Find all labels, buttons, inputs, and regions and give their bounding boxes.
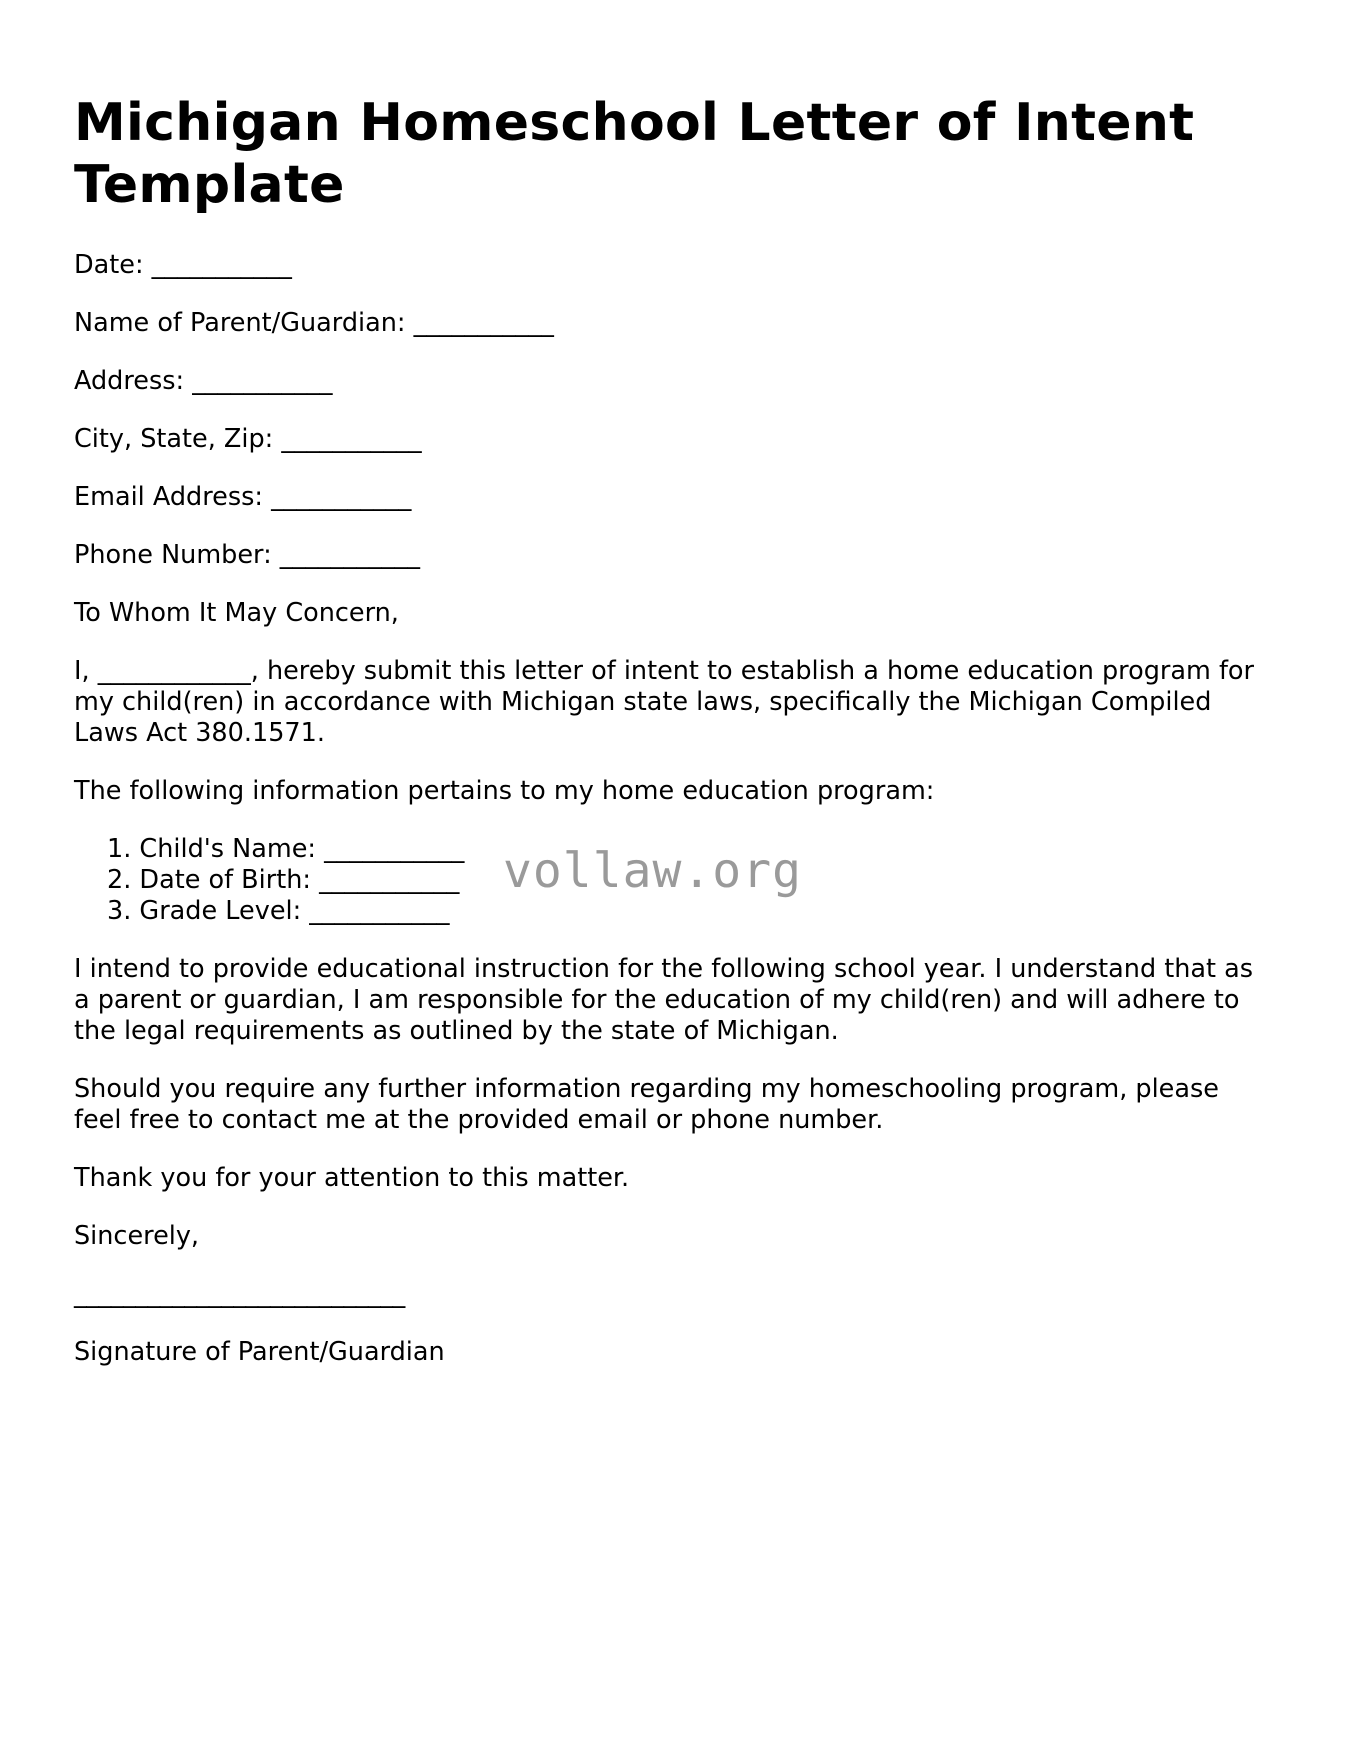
- phone-field: Phone Number: ___________: [74, 540, 421, 570]
- contact-paragraph: Should you require any further information regarding my homeschooling program, please feel free to contact me at the provided email or phone number.: [74, 1074, 1219, 1135]
- address-field: Address: ___________: [74, 366, 333, 396]
- parent-name-field: Name of Parent/Guardian: ___________: [74, 308, 554, 338]
- date-field: Date: ___________: [74, 250, 292, 280]
- email-field: Email Address: ___________: [74, 482, 412, 512]
- intro-paragraph: I, ____________, hereby submit this letter of intent to establish a home education program for my child(ren) in accordance with Michigan state laws, specifically the Michigan Compiled Laws Act 380.1571.: [74, 656, 1255, 748]
- letter-document: [74, 92, 1274, 1395]
- list-item-child-name: 1. Child's Name: ___________: [107, 834, 465, 864]
- closing-line: Sincerely,: [74, 1221, 200, 1251]
- list-item-grade-level: 3. Grade Level: ___________: [107, 896, 450, 926]
- signature-label: Signature of Parent/Guardian: [74, 1337, 445, 1367]
- watermark: vollaw.org: [503, 843, 802, 899]
- list-item-date-of-birth: 2. Date of Birth: ___________: [107, 865, 460, 895]
- salutation: To Whom It May Concern,: [74, 598, 399, 628]
- responsibility-paragraph: I intend to provide educational instruction for the following school year. I understand that as a parent or guardian, I am responsible for the education of my child(ren) and will adhere to the legal requirements as outlined by the state of Michigan.: [74, 954, 1254, 1046]
- document-title: Michigan Homeschool Letter of Intent Template: [74, 93, 1195, 215]
- thanks-line: Thank you for your attention to this matter.: [74, 1163, 630, 1193]
- signature-line: ___________________________: [74, 1279, 405, 1309]
- city-state-zip-field: City, State, Zip: ___________: [74, 424, 422, 454]
- list-intro: The following information pertains to my home education program:: [74, 776, 935, 806]
